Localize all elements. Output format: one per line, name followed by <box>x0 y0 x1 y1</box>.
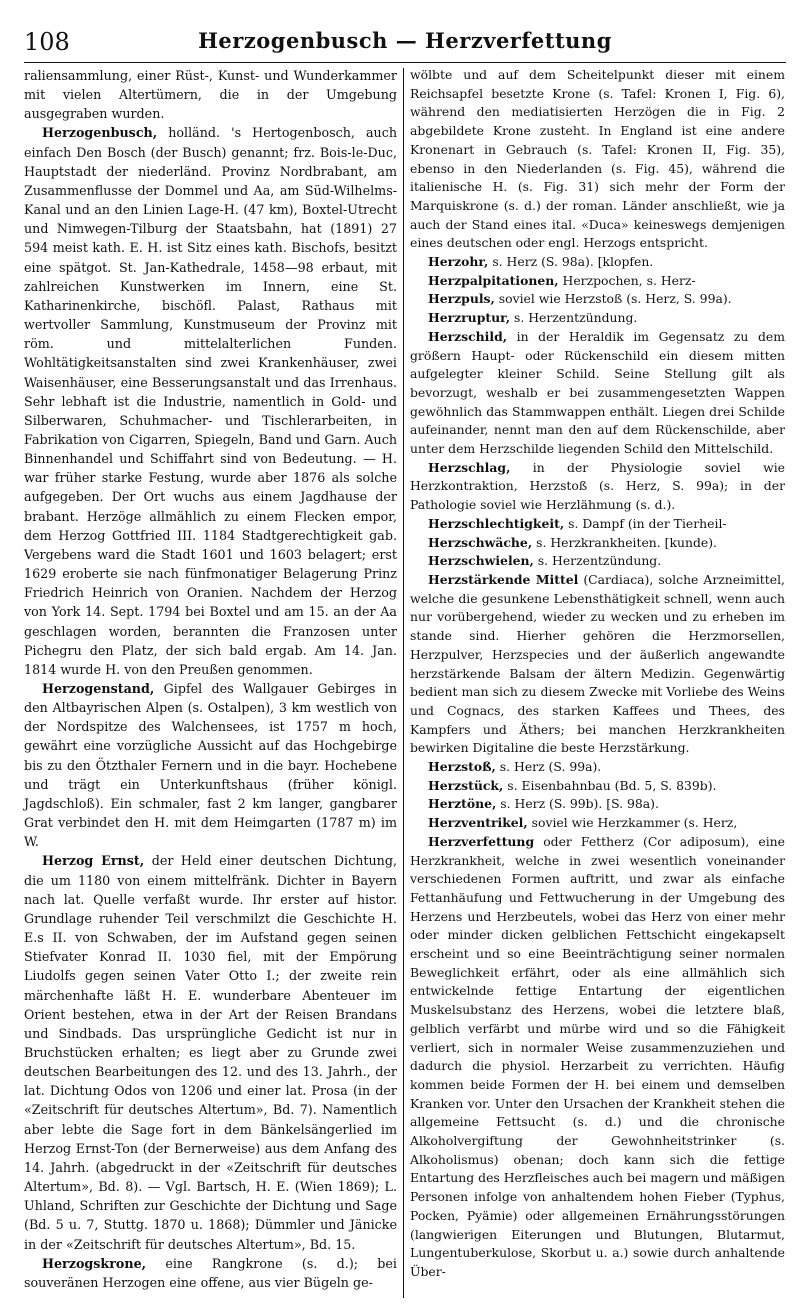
entry-text: raliensammlung, einer Rüst-, Kunst- und Wunderkammer mit vielen Altertümern, die in der Umgebung ausgegraben wurden. <box>24 68 397 122</box>
dictionary-entry <box>410 66 785 253</box>
dictionary-entry <box>410 515 785 534</box>
entry-headword: Herzogenstand, <box>42 681 155 696</box>
entry-headword: Herzstück, <box>428 777 504 793</box>
dictionary-entry <box>410 272 785 291</box>
dictionary-entry <box>410 328 785 459</box>
dictionary-entry <box>410 253 785 272</box>
column-divider <box>403 68 404 1298</box>
entry-headword: Herzschlechtigkeit, <box>428 515 565 531</box>
entry-headword: Herzpalpitationen, <box>428 272 559 288</box>
dictionary-entry <box>410 777 785 796</box>
entry-headword: Herzstärkende Mittel <box>428 571 579 587</box>
entry-text: s. Herz (S. 98a). [klopfen. <box>488 254 654 270</box>
dictionary-entry <box>410 459 785 515</box>
entry-text: Herzpochen, s. Herz- <box>558 272 696 288</box>
entry-headword: Herzverfettung <box>428 833 535 849</box>
left-column <box>24 66 397 1292</box>
entry-headword: Herzog Ernst, <box>42 853 145 869</box>
entry-text: oder Fettherz (Cor adiposum), eine Herzkrankheit, welche in zwei wesentlich voneinander verschiedenen Formen auftritt, und zwar als einfache Fettanhäufung und Fettwucherung in der Umgebung des Herzens und Herzbeutels, wobei das Herz von einer mehr oder minder dicken gelblichen Fettschicht eingekapselt erscheint und so eine Beeinträchtigung seiner normalen Beweglichkeit erfährt, oder als eine allmählich sich entwickelnde fettige Entartung der eigentlichen Muskelsubstanz des Herzens, wobei die letztere blaß, gelblich verfärbt und mürbe wird und so die Fähigkeit verliert, sich in normaler Weise zusammenzuziehen und dadurch die physiol. Herzarbeit zu verrichten. Häufig kommen beide Formen der H. bei einem und demselben Kranken vor. Unter den Ursachen der Krankheit stehen die allgemeine Fettsucht (s. d.) und die chronische Alkoholvergiftung der Gewohnheitstrinker (s. Alkoholismus) obenan; doch kann sich die fettige Entartung des Herzfleisches auch bei magern und mäßigen Personen infolge von anhaltendem hohen Fieber (Typhus, Pocken, Pyämie) oder allgemeinen Ernährungsstörungen (langwierigen Eiterungen und Blutungen, Blutarmut, Lungentuberkulose, Skorbut u. a.) sowie durch anhaltende Über- <box>410 833 785 1279</box>
entry-text: holländ. 's Hertogenbosch, auch einfach Den Bosch (der Busch) genannt; frz. Bois-le-Duc, Hauptstadt der niederländ. Provinz Nordbrabant, am Zusammenflusse der Dommel und Aa, am Süd-Wilhelms-Kanal und an den Linien Lage-H. (47 km), Boxtel-Utrecht und Nimwegen-Tilburg der Staatsbahn, hat (1891) 27 594 meist kath. E. H. ist Sitz eines kath. Bischofs, besitzt eine spätgot. St. Jan-Kathedrale, 1458—98 erbaut, mit zahlreichen Kunstwerken im Innern, eine St. Katharinenkirche, bischöfl. Palast, Rathaus mit wertvoller Sammlung, Kunstmuseum der Provinz mit röm. und mittelalterlichen Funden. Wohltätigkeitsanstalten sind zwei Krankenhäuser, zwei Waisenhäuser, eine Besserungsanstalt und das Irrenhaus. Sehr lebhaft ist die Industrie, namentlich in Gold- und Silberwaren, Schuhmacher- und Tischlerarbeiten, in Fabrikation von Cigarren, Spiegeln, Band und Garn. Auch Binnenhandel und Schiffahrt sind von Bedeutung. — H. war früher starke Festung, wurde aber 1876 als solche aufgegeben. Der Ort wuchs aus einem Jagdhause der brabant. Herzöge allmählich zu einem Flecken empor, dem Herzog Gottfried III. 1184 Stadtgerechtigkeit gab. Vergebens ward die Stadt 1601 und 1603 belagert; erst 1629 eroberte sie nach fünfmonatiger Belagerung Prinz Friedrich Heinrich von Oranien. Nachdem der Herzog von York 14. Sept. 1794 bei Boxtel und am 15. an der Aa geschlagen worden, berannten die Franzosen unter Pichegru den Platz, der sich bald ergab. Am 14. Jan. 1814 wurde H. von den Preußen genommen. <box>24 125 397 677</box>
entry-headword: Herzschwielen, <box>428 553 534 569</box>
dictionary-entry <box>410 290 785 309</box>
entry-headword: Herzschild, <box>428 328 508 344</box>
entry-headword: Herzschwäche, <box>428 534 533 550</box>
entry-text: in der Heraldik im Gegensatz zu dem größern Haupt- oder Rückenschild ein diesem mitten aufgelegter kleiner Schild. Seine Stellung gilt als bevorzugt, weshalb er bei zusammengesetzten Wappen gewöhnlich das Stammwappen enthält. Liegen drei Schilde aufeinander, nennt man den auf dem Rückenschilde, aber unter dem Herzschilde liegenden Schild den Mittelschild. <box>410 328 785 457</box>
entry-headword: Herzpuls, <box>428 291 495 307</box>
entry-headword: Herztöne, <box>428 796 497 812</box>
entry-text: s. Herz (S. 99b). [S. 98a). <box>496 796 659 812</box>
entry-text: (Cardiaca), solche Arzneimittel, welche die gesunkene Lebensthätigkeit schnell, wenn auch nur vorübergehend, wieder zu wecken und zu erheben im stande sind. Hierher gehören die Herzmorsellen, Herzpulver, Herzspecies und der äußerlich angewandte herzstärkende Balsam der ältern Medizin. Gegenwärtig bedient man sich zu diesem Zwecke mit Vorliebe des Weins und Cognacs, des starken Kaffees und Thees, des Kampfers und Äthers; bei manchen Herzkrankheiten bewirken Digitaline die beste Herzstärkung. <box>410 571 785 756</box>
entry-headword: Herzohr, <box>428 254 489 270</box>
header-rule <box>24 62 786 63</box>
entry-text: wölbte und auf dem Scheitelpunkt dieser mit einem Reichsapfel besetzte Krone (s. Tafel: Kronen I, Fig. 6), während den mediatisierten Herzögen die in Fig. 2 abgebildete Krone zusteht. In England ist eine andere Kronenart in Gebrauch (s. Tafel: Kronen II, Fig. 35), ebenso in den Niederlanden (s. Fig. 45), während die italienische H. (s. Fig. 31) sich mehr der Form der Marquiskrone (s. d.) der roman. Länder anschließt, wie ja auch der Stand eines ital. «Duca» keineswegs demjenigen eines deutschen oder engl. Herzogs entspricht. <box>410 67 785 251</box>
entry-text: s. Herzentzündung. <box>510 310 638 326</box>
entry-text: s. Eisenbahnbau (Bd. 5, S. 839b). <box>503 777 717 793</box>
dictionary-entry <box>410 833 785 1282</box>
dictionary-entry <box>410 795 785 814</box>
entry-text: s. Herz (S. 99a). <box>495 759 602 775</box>
dictionary-entry <box>24 679 397 851</box>
dictionary-entry <box>410 758 785 777</box>
entry-headword: Herzruptur, <box>428 310 511 326</box>
dictionary-entry <box>410 571 785 758</box>
entry-headword: Herzventrikel, <box>428 815 528 831</box>
page-header <box>24 28 786 62</box>
dictionary-entry <box>410 552 785 571</box>
entry-text: Gipfel des Wallgauer Gebirges in den Altbayrischen Alpen (s. Ostalpen), 3 km westlich von der Nordspitze des Walchensees, ist 1757 m hoch, gewährt eine vorzügliche Aussicht auf das Hochgebirge bis zu den Ötzthaler Fernern und in die bayr. Hochebene und trägt ein Unterkunftshaus (früher königl. Jagdschloß). Ein schmaler, fast 2 km langer, gangbarer Grat verbindet den H. mit dem Heimgarten (1787 m) im W. <box>24 681 397 850</box>
entry-headword: Herzogskrone, <box>42 1255 147 1271</box>
dictionary-entry <box>410 309 785 328</box>
entry-text: soviel wie Herzstoß (s. Herz, S. 99a). <box>494 291 732 307</box>
entry-text: in der Physiologie soviel wie Herzkontraktion, Herzstoß (s. Herz, S. 99a); in der Pathologie soviel wie Herzlähmung (s. d.). <box>410 459 785 513</box>
entry-headword: Herzschlag, <box>428 459 511 475</box>
entry-text: der Held einer deutschen Dichtung, die um 1180 von einem mittelfränk. Dichter in Bayern nach lat. Quelle verfaßt wurde. Ihr erster auf histor. Grundlage ruhender Teil verschmilzt die Geschichte H. E.s II. von Schwaben, der im Aufstand gegen seinen Stiefvater Konrad II. 1030 fiel, mit der Empörung Liudolfs gegen seinen Vater Otto I.; der zweite rein märchenhafte läßt H. E. wunderbare Abenteuer im Orient bestehen, etwa in der Art der Reisen Brandans und Sindbads. Das ursprüngliche Gedicht ist nur in Bruchstücken erhalten; es liegt aber zu Grunde zwei deutschen Bearbeitungen des 12. und des 13. Jahrh., der lat. Dichtung Odos von 1206 und einer lat. Prosa (in der «Zeitschrift für deutsches Altertum», Bd. 7). Namentlich aber lebte die Sage fort in dem Bänkelsängerlied im Herzog Ernst-Ton (der Bernerweise) aus dem Anfang des 14. Jahrh. (abgedruckt in der «Zeitschrift für deutsches Altertum», Bd. 8). — Vgl. Bartsch, H. E. (Wien 1869); L. Uhland, Schriften zur Geschichte der Dichtung und Sage (Bd. 5 u. 7, Stuttg. 1870 u. 1868); Dümmler und Jänicke in der «Zeitschrift für deutsches Altertum», Bd. 15. <box>24 853 397 1252</box>
dictionary-entry <box>410 534 785 553</box>
entry-text: soviel wie Herzkammer (s. Herz, <box>527 815 738 831</box>
entry-headword: Herzstoß, <box>428 759 496 775</box>
dictionary-entry <box>24 1254 397 1292</box>
entry-headword: Herzogenbusch, <box>42 125 158 141</box>
right-column <box>410 66 785 1282</box>
dictionary-entry <box>24 123 397 679</box>
entry-text: s. Dampf (in der Tierheil- <box>564 515 727 531</box>
dictionary-entry <box>24 851 397 1253</box>
running-title: Herzogenbusch — Herzverfettung <box>198 28 612 53</box>
dictionary-entry <box>24 66 397 123</box>
page-number: 108 <box>24 28 70 56</box>
entry-text: s. Herzentzündung. <box>533 553 662 569</box>
entry-text: eine Rangkrone (s. d.); bei souveränen Herzogen eine offene, aus vier Bügeln ge- <box>24 1255 397 1290</box>
dictionary-entry <box>410 814 785 833</box>
entry-text: s. Herzkrankheiten. [kunde). <box>532 534 717 550</box>
